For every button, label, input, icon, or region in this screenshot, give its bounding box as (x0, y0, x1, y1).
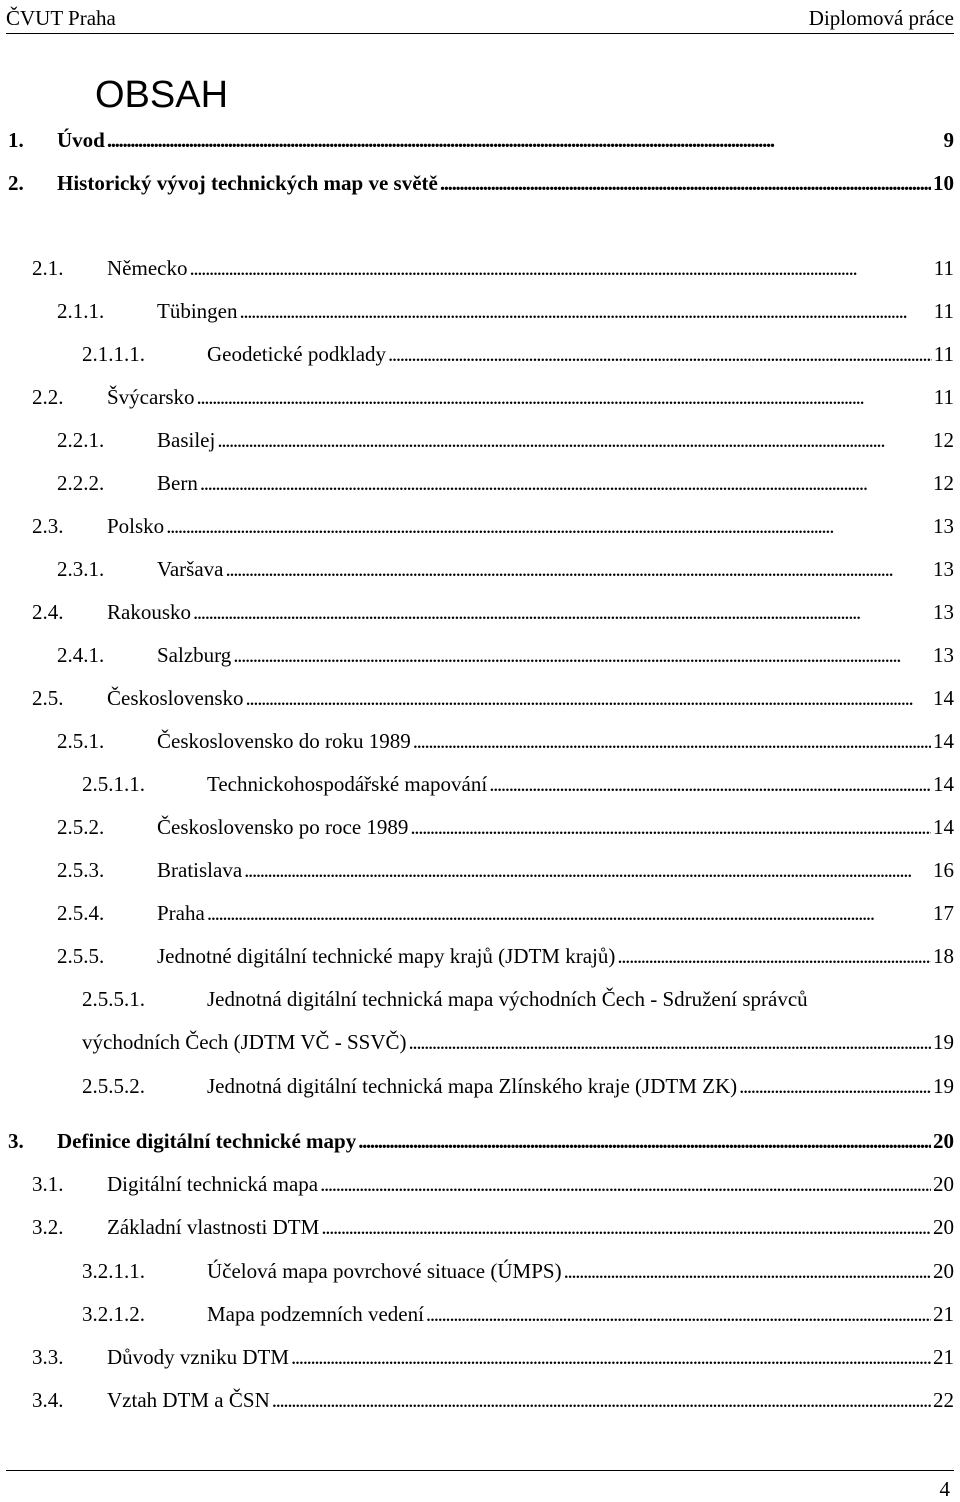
toc-entry-title: Mapa podzemních vedení (207, 1302, 424, 1326)
toc-entry-number: 2.5.2. (57, 815, 105, 839)
toc-entry-title: Polsko (107, 514, 165, 538)
dot-leader (440, 168, 931, 198)
toc-entry-page: 21 (933, 1345, 954, 1369)
toc-entry-page: 17 (933, 901, 954, 925)
header-left-text: ČVUT Praha (6, 6, 116, 30)
toc-entry-page: 13 (933, 514, 954, 538)
toc-entry-number: 1. (8, 128, 24, 152)
toc-entry-number: 3.1. (32, 1172, 64, 1196)
toc-entry-page: 13 (933, 643, 954, 667)
dot-leader (617, 941, 931, 971)
toc-entry-number: 2.1. (32, 256, 64, 280)
toc-entry[interactable] (0, 898, 960, 928)
toc-entry-number: 2.5.5. (57, 944, 105, 968)
toc-entry[interactable] (0, 296, 960, 326)
page-footer (6, 1470, 954, 1501)
toc-entry-number: 2.1.1.1. (82, 342, 145, 366)
toc-entry[interactable] (0, 1212, 960, 1242)
dot-leader (739, 1071, 931, 1101)
toc-entry[interactable] (0, 597, 960, 627)
toc-entry[interactable] (0, 554, 960, 584)
toc-entry[interactable] (0, 1299, 960, 1329)
toc-entry-number: 2.5.4. (57, 901, 105, 925)
toc-entry[interactable] (0, 855, 960, 885)
toc-entry-title: Československo (107, 686, 244, 710)
dot-leader (197, 382, 932, 412)
toc-entry-title: Salzburg (157, 643, 232, 667)
toc-entry-number: 2.5.3. (57, 858, 105, 882)
dot-leader (107, 125, 942, 155)
toc-entry-title: Vztah DTM a ČSN (107, 1388, 270, 1412)
toc-entry-number: 3.2.1.1. (82, 1259, 145, 1283)
dot-leader (272, 1385, 931, 1415)
dot-leader (409, 1027, 931, 1057)
toc-entry-number: 2.5.5.1. (82, 987, 145, 1011)
toc-entry-page: 13 (933, 600, 954, 624)
toc-entry[interactable] (0, 168, 960, 198)
toc-entry-number: 2.2. (32, 385, 64, 409)
toc-entry-title: Základní vlastnosti DTM (107, 1215, 320, 1239)
toc-entry-page: 20 (933, 1129, 954, 1153)
toc-entry-title: Jednotná digitální technická mapa Zlínského kraje (JDTM ZK) (207, 1074, 738, 1098)
toc-entry-number: 3.2.1.2. (82, 1302, 145, 1326)
toc-entry-page: 14 (933, 686, 954, 710)
toc-entry-title-continuation: východních Čech (JDTM VČ - SSVČ) (82, 1030, 407, 1054)
toc-entry-number: 2.5.5.2. (82, 1074, 145, 1098)
dot-leader (200, 468, 931, 498)
toc-entry[interactable] (0, 640, 960, 670)
toc-entry-title: Bern (157, 471, 198, 495)
dot-leader (358, 1126, 931, 1156)
dot-leader (388, 339, 932, 369)
toc-entry[interactable] (0, 253, 960, 283)
toc-entry-title: Úvod (57, 128, 105, 152)
toc-entry-number: 2.5.1. (57, 729, 105, 753)
toc-entry-number: 2.2.1. (57, 428, 105, 452)
toc-entry-title: Německo (107, 256, 188, 280)
toc-entry[interactable] (0, 1256, 960, 1286)
toc-entry-title: Bratislava (157, 858, 243, 882)
toc-entry-number: 3.4. (32, 1388, 64, 1412)
toc-entry-number: 2.4.1. (57, 643, 105, 667)
toc-entry-title: Švýcarsko (107, 385, 195, 409)
dot-leader (246, 683, 932, 713)
toc-entry-number: 3. (8, 1129, 24, 1153)
toc-entry-page: 20 (933, 1172, 954, 1196)
toc-entry-page: 20 (933, 1259, 954, 1283)
toc-entry-title: Československo do roku 1989 (157, 729, 411, 753)
toc-entry-page: 12 (933, 428, 954, 452)
toc-entry-title: Varšava (157, 557, 224, 581)
toc-entry-number: 2.1.1. (57, 299, 105, 323)
toc-entry-number: 3.3. (32, 1345, 64, 1369)
dot-leader (410, 812, 931, 842)
toc-entry-number: 2.3.1. (57, 557, 105, 581)
toc-entry-page: 12 (933, 471, 954, 495)
dot-leader (217, 425, 931, 455)
dot-leader (244, 855, 931, 885)
toc-entry-title: Tübingen (157, 299, 238, 323)
toc-entry-title: Jednotné digitální technické mapy krajů (JDTM krajů) (157, 944, 616, 968)
toc-entry[interactable] (0, 1126, 960, 1156)
toc-entry[interactable] (0, 468, 960, 498)
toc-entry-title: Rakousko (107, 600, 191, 624)
dot-leader (564, 1256, 931, 1286)
dot-leader (193, 597, 931, 627)
toc-entry[interactable] (0, 339, 960, 369)
header-right-text: Diplomová práce (808, 6, 954, 30)
toc-entry-title: Digitální technická mapa (107, 1172, 319, 1196)
dot-leader (239, 296, 931, 326)
toc-entry-page: 19 (933, 1030, 954, 1054)
toc-entry-number: 3.2. (32, 1215, 64, 1239)
toc-entry-title: Účelová mapa povrchové situace (ÚMPS) (207, 1259, 562, 1283)
toc-entry-title: Technickohospodářské mapování (207, 772, 488, 796)
toc-entry[interactable] (0, 511, 960, 541)
toc-entry-page: 9 (943, 128, 954, 152)
toc-entry-page: 16 (933, 858, 954, 882)
dot-leader (413, 726, 931, 756)
toc-entry-page: 11 (933, 385, 954, 409)
dot-leader (207, 898, 931, 928)
toc-entry[interactable] (0, 382, 960, 412)
toc-entry-page: 21 (933, 1302, 954, 1326)
toc-entry-number: 2.3. (32, 514, 64, 538)
toc-entry-page: 11 (933, 256, 954, 280)
toc-entry-number: 2.5.1.1. (82, 772, 145, 796)
toc-entry[interactable] (0, 1071, 960, 1101)
toc-entry-continuation[interactable] (0, 1027, 960, 1057)
toc-entry-page: 22 (933, 1388, 954, 1412)
toc-entry-page: 14 (933, 729, 954, 753)
toc-entry-title: Definice digitální technické mapy (57, 1129, 357, 1153)
toc-entry-number: 2.5. (32, 686, 64, 710)
toc-entry-title: Basilej (157, 428, 216, 452)
toc-entry[interactable] (0, 1385, 960, 1415)
toc-entry-page: 13 (933, 557, 954, 581)
toc-entry-title: Důvody vzniku DTM (107, 1345, 289, 1369)
page-number: 4 (939, 1477, 950, 1501)
toc-entry[interactable] (0, 769, 960, 799)
toc-entry[interactable] (0, 726, 960, 756)
toc-entry[interactable] (0, 984, 960, 1014)
toc-entry-page: 18 (933, 944, 954, 968)
toc-entry-title: Historický vývoj technických map ve světě (57, 171, 438, 195)
dot-leader (426, 1299, 931, 1329)
dot-leader (321, 1212, 931, 1242)
dot-leader (489, 769, 931, 799)
toc-entry-page: 14 (933, 772, 954, 796)
toc-entry-page: 10 (933, 171, 954, 195)
toc-entry-page: 20 (933, 1215, 954, 1239)
dot-leader (189, 253, 931, 283)
toc-entry-page: 11 (933, 299, 954, 323)
toc-entry[interactable] (0, 1342, 960, 1372)
dot-leader (233, 640, 931, 670)
toc-entry[interactable] (0, 812, 960, 842)
toc-entry-title: Geodetické podklady (207, 342, 387, 366)
toc-entry-page: 19 (933, 1074, 954, 1098)
toc-entry[interactable] (0, 125, 960, 155)
toc-entry-number: 2.2.2. (57, 471, 105, 495)
dot-leader (225, 554, 931, 584)
toc-entry[interactable] (0, 1169, 960, 1199)
toc-entry-title: Československo po roce 1989 (157, 815, 409, 839)
toc-entry[interactable] (0, 941, 960, 971)
toc-entry-number: 2. (8, 171, 24, 195)
page-title: OBSAH (95, 74, 229, 116)
toc-entry[interactable] (0, 425, 960, 455)
toc-entry[interactable] (0, 683, 960, 713)
toc-entry-page: 11 (933, 342, 954, 366)
dot-leader (166, 511, 931, 541)
toc-entry-title: Jednotná digitální technická mapa východních Čech - Sdružení správců (207, 987, 808, 1011)
toc-entry-number: 2.4. (32, 600, 64, 624)
toc-entry-page: 14 (933, 815, 954, 839)
dot-leader (320, 1169, 931, 1199)
dot-leader (291, 1342, 931, 1372)
toc-entry-title: Praha (157, 901, 205, 925)
